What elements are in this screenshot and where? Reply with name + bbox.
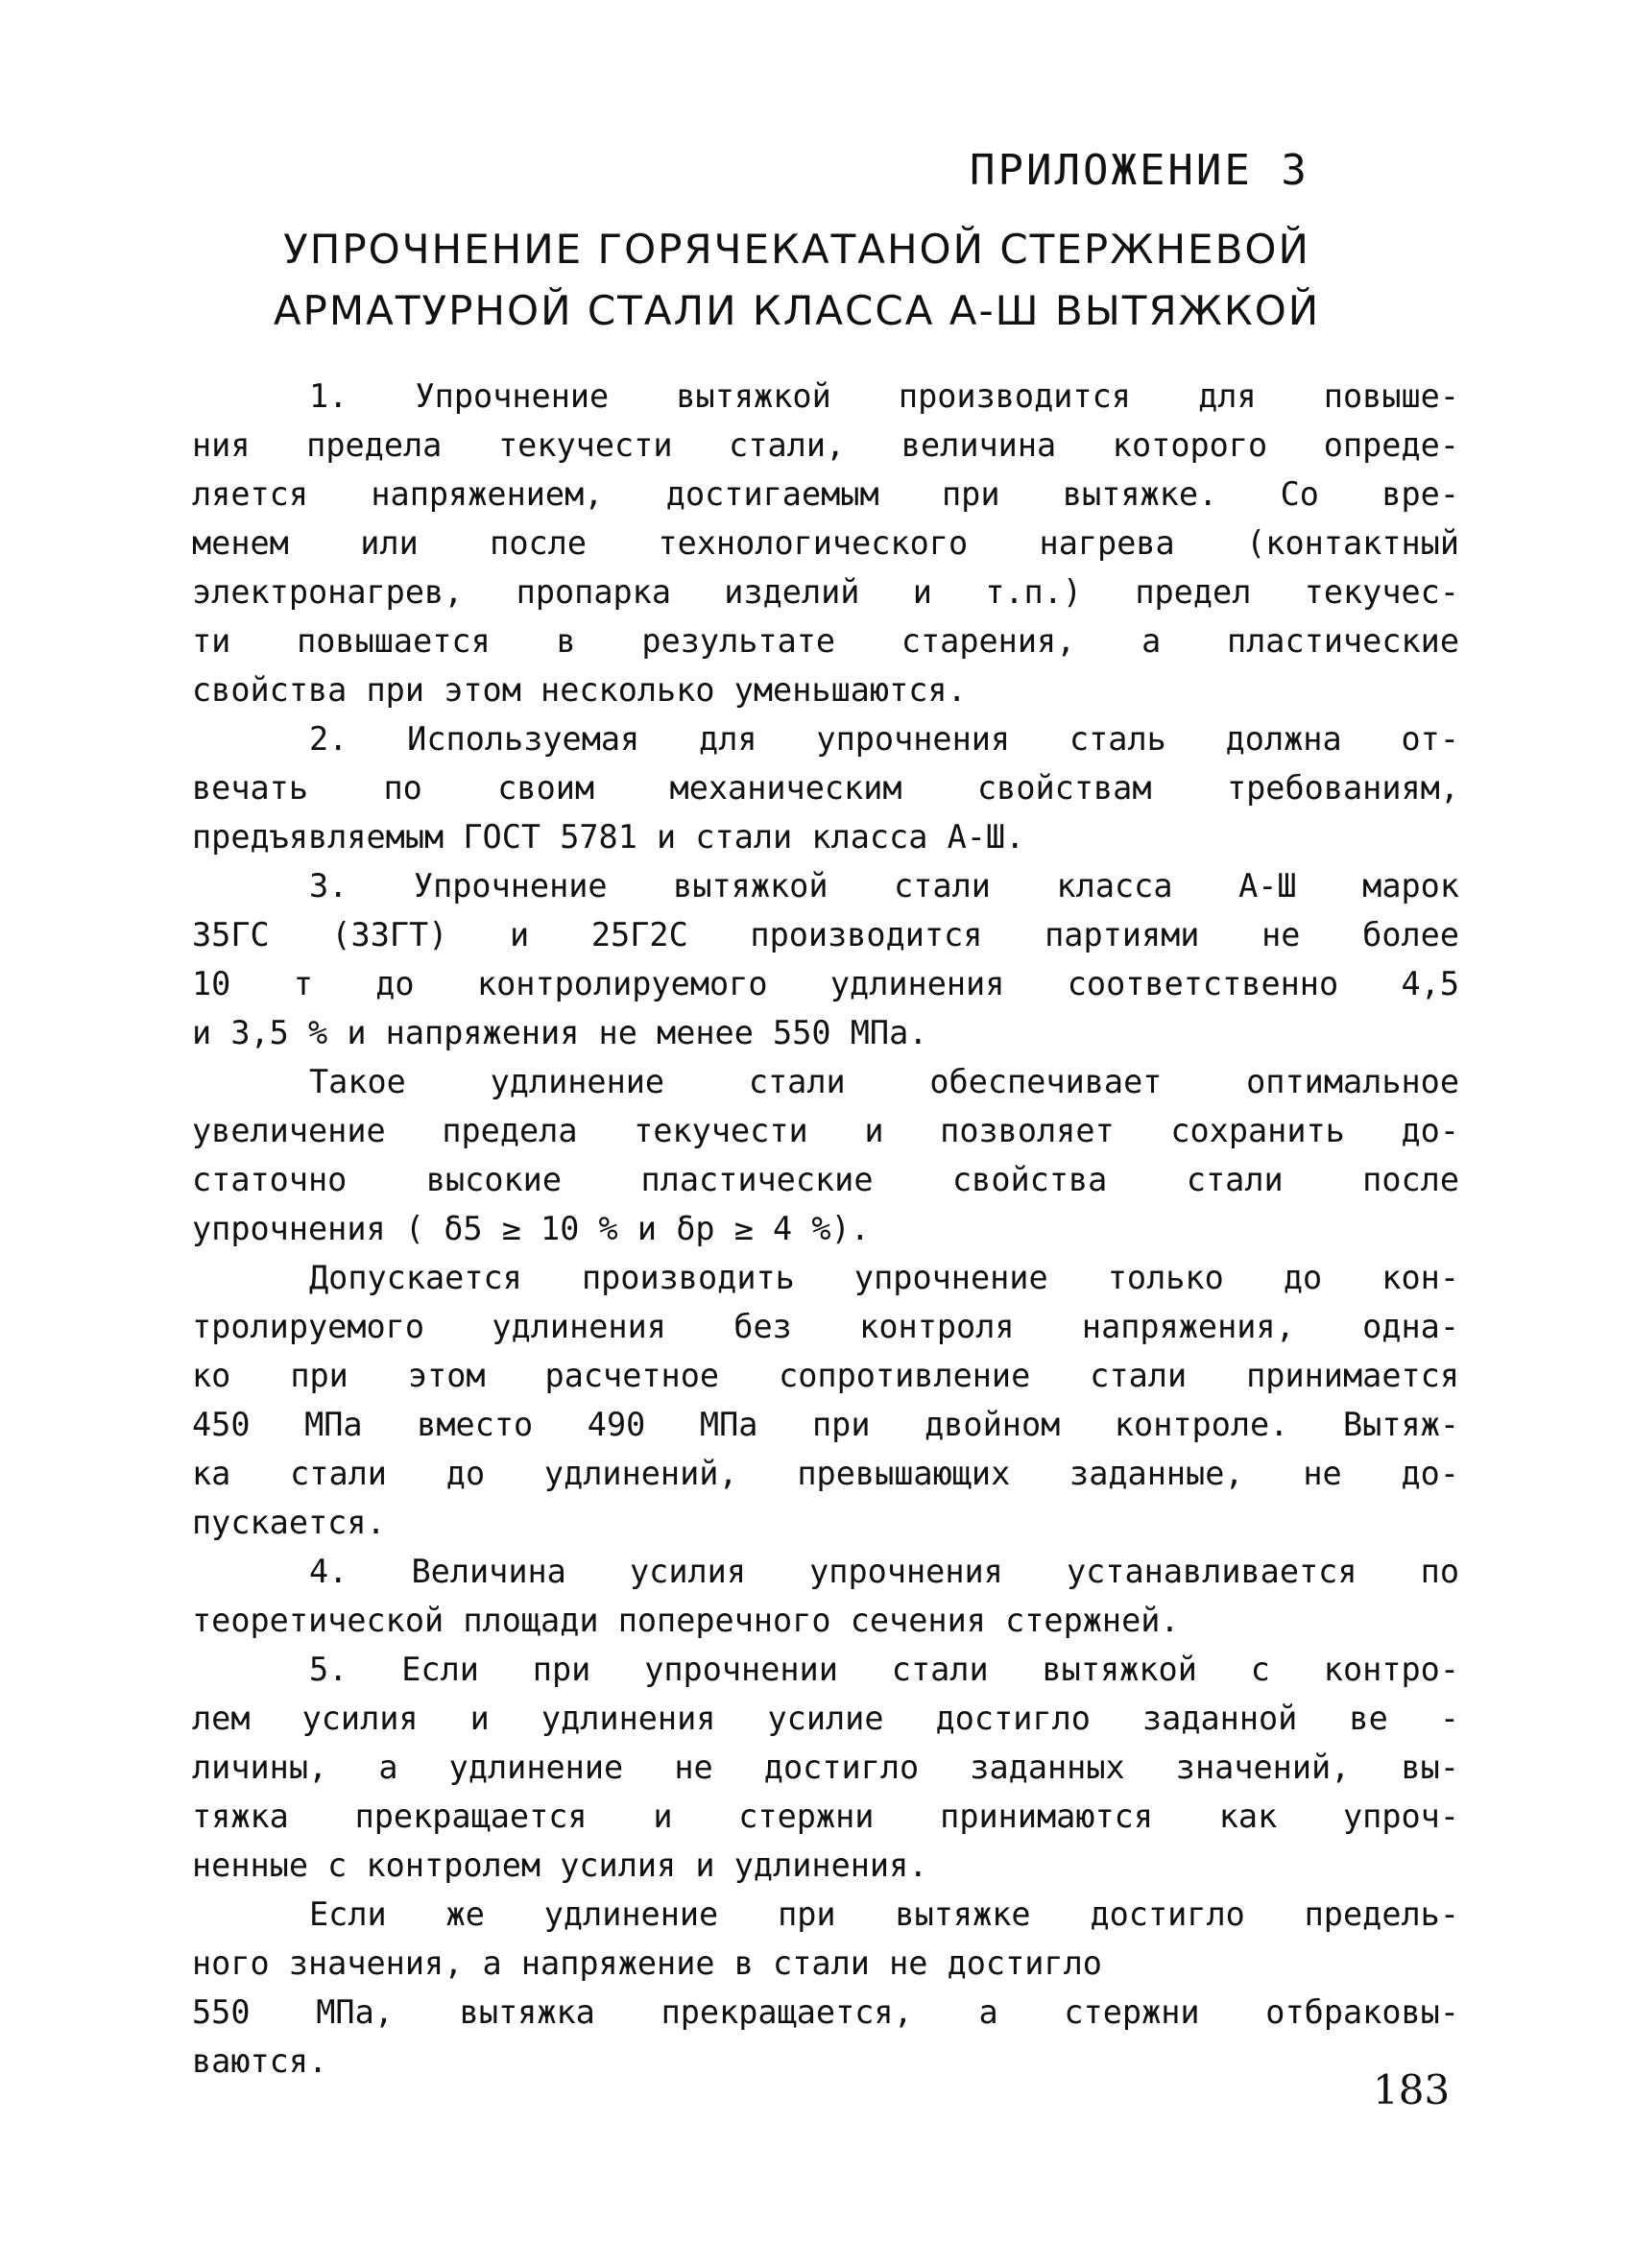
text-line: менем или после технологического нагрева (контактный <box>192 524 1459 562</box>
text-line: ния предела текучести стали, величина которого опреде- <box>192 426 1459 464</box>
body-text <box>192 372 1459 2086</box>
text-line: Допускается производить упрочнение только до кон- <box>309 1259 1459 1296</box>
text-line: статочно высокие пластические свойства стали после <box>192 1161 1459 1198</box>
text-line: 550 МПа, вытяжка прекращается, а стержни отбраковы- <box>192 1993 1459 2031</box>
text-line: тролируемого удлинения без контроля напряжения, одна- <box>192 1308 1459 1345</box>
text-line: 4. Величина усилия упрочнения устанавливается по <box>309 1553 1459 1590</box>
text-line: увеличение предела текучести и позволяет сохранить до- <box>192 1112 1459 1149</box>
document-title <box>173 219 1421 342</box>
text-line: вечать по своим механическим свойствам требованиям, <box>192 769 1459 807</box>
text-line: ваются. <box>192 2042 328 2080</box>
text-line: Если же удлинение при вытяжке достигло предель- <box>309 1895 1459 1933</box>
appendix-label: ПРИЛОЖЕНИЕ 3 <box>970 146 1309 195</box>
page-number: 183 <box>1373 2066 1451 2113</box>
text-line: упрочнения ( δ5 ≥ 10 % и δр ≥ 4 %). <box>192 1210 870 1247</box>
text-line: ко при этом расчетное сопротивление стали принимается <box>192 1357 1459 1394</box>
text-line: теоретической площади поперечного сечения стержней. <box>192 1602 1180 1639</box>
text-line: ка стали до удлинений, превышающих заданные, не до- <box>192 1455 1459 1492</box>
text-line: пускается. <box>192 1504 386 1541</box>
text-line: ного значения, а напряжение в стали не достигло <box>192 1944 1102 1982</box>
text-line: свойства при этом несколько уменьшаются. <box>192 671 967 709</box>
text-line: личины, а удлинение не достигло заданных значений, вы- <box>192 1749 1459 1786</box>
text-line: 3. Упрочнение вытяжкой стали класса А-Ш марок <box>309 867 1459 905</box>
text-line: электронагрев, пропарка изделий и т.п.) предел текучес- <box>192 573 1459 611</box>
text-line: ненные с контролем усилия и удлинения. <box>192 1846 928 1884</box>
text-line: ти повышается в результате старения, а пластические <box>192 622 1459 660</box>
text-line: 2. Используемая для упрочнения сталь должна от- <box>309 720 1459 758</box>
text-line: лем усилия и удлинения усилие достигло заданной ве - <box>192 1700 1459 1737</box>
text-line: и 3,5 % и напряжения не менее 550 МПа. <box>192 1014 928 1051</box>
text-line: 5. Если при упрочнении стали вытяжкой с контро- <box>309 1651 1459 1688</box>
text-line: 35ГС (33ГТ) и 25Г2С производится партиями не более <box>192 916 1459 953</box>
title-line-1: УПРОЧНЕНИЕ ГОРЯЧЕКАТАНОЙ СТЕРЖНЕВОЙ <box>283 226 1310 273</box>
text-line: 1. Упрочнение вытяжкой производится для повыше- <box>309 377 1459 415</box>
text-line: ляется напряжением, достигаемым при вытяжке. Со вре- <box>192 475 1459 513</box>
text-line: предъявляемым ГОСТ 5781 и стали класса А-Ш. <box>192 818 1025 856</box>
text-line: 450 МПа вместо 490 МПа при двойном контроле. Вытяж- <box>192 1406 1459 1443</box>
text-line: 10 т до контролируемого удлинения соответственно 4,5 <box>192 965 1459 1002</box>
text-line: тяжка прекращается и стержни принимаются как упроч- <box>192 1798 1459 1835</box>
text-line: Такое удлинение стали обеспечивает оптимальное <box>309 1063 1459 1100</box>
title-line-2: АРМАТУРНОЙ СТАЛИ КЛАССА А-Ш ВЫТЯЖКОЙ <box>273 287 1321 334</box>
